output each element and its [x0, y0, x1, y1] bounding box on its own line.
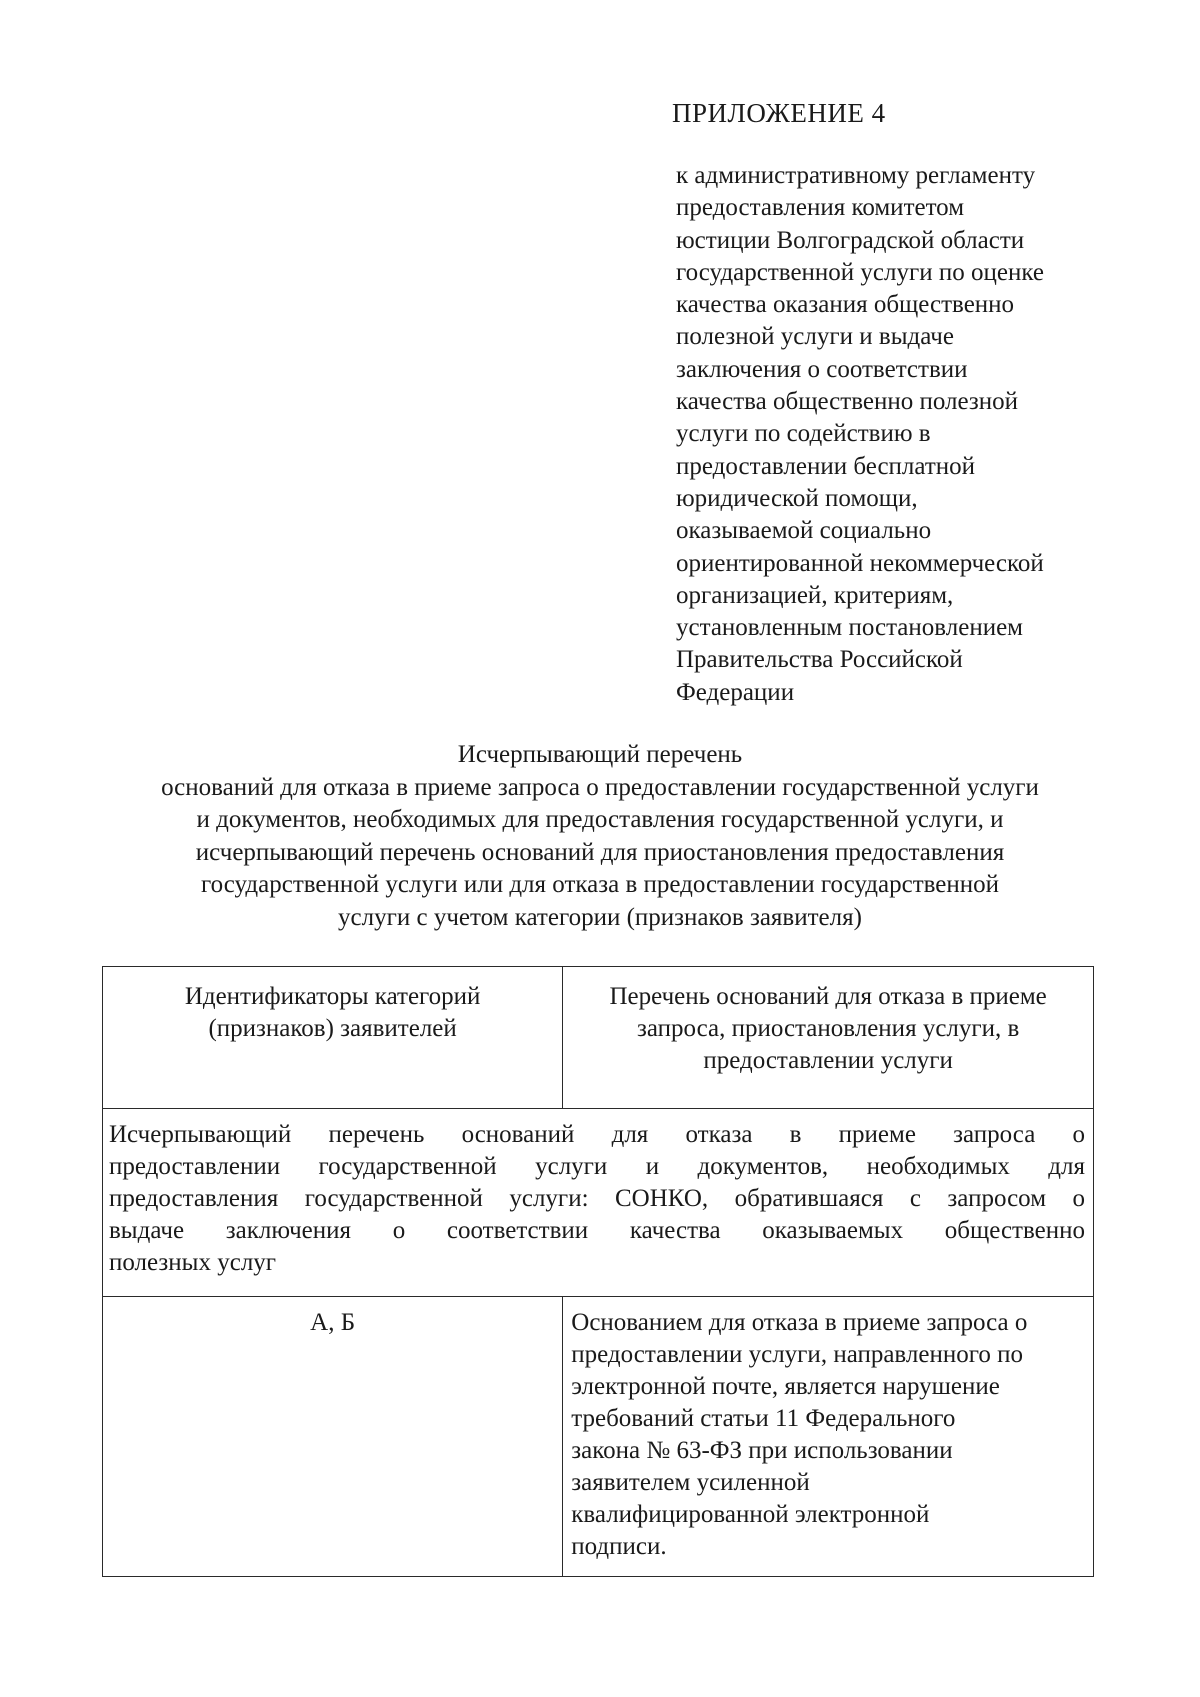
reason-line: требований статьи 11 Федерального: [571, 1405, 956, 1432]
grounds-table: [102, 966, 1094, 1577]
appendix-line: Федерации: [676, 678, 795, 706]
section-line: предоставления государственной услуги: СОНКО, обратившаяся с запросом о: [109, 1185, 1085, 1212]
category-cell: А, Б: [103, 1297, 563, 1577]
heading-line: оснований для отказа в приеме запроса о предоставлении государственной услуги: [161, 773, 1039, 801]
appendix-line: установленным постановлением: [676, 614, 1023, 642]
reason-line: электронной почте, является нарушение: [571, 1373, 1000, 1400]
appendix-line: организацией, критериям,: [676, 581, 954, 609]
appendix-line: ориентированной некоммерческой: [676, 549, 1044, 577]
section-line: предоставлении государственной услуги и документов, необходимых для: [109, 1153, 1085, 1180]
appendix-line: качества оказания общественно: [676, 291, 1015, 319]
appendix-line: предоставления комитетом: [676, 194, 965, 222]
reason-line: подписи.: [571, 1533, 667, 1560]
appendix-line: юстиции Волгоградской области: [676, 226, 1025, 254]
table-row: [103, 1297, 1094, 1577]
heading-line: и документов, необходимых для предоставления государственной услуги, и: [196, 806, 1004, 833]
appendix-line: полезной услуги и выдаче: [676, 323, 954, 351]
section-line: выдаче заключения о соответствии качества оказываемых общественно: [109, 1217, 1085, 1244]
header-right-line: Перечень оснований для отказа в приеме: [609, 983, 1047, 1010]
document-heading: [60, 739, 1140, 934]
section-cell: [103, 1109, 1094, 1297]
appendix-description: [676, 160, 1116, 709]
header-right-line: предоставлении услуги: [703, 1047, 953, 1074]
header-left-line: (признаков) заявителей: [208, 1015, 457, 1042]
appendix-line: к административному регламенту: [676, 162, 1036, 189]
appendix-line: услуги по содействию в: [676, 420, 931, 448]
heading-line: исчерпывающий перечень оснований для приостановления предоставления: [195, 838, 1005, 866]
appendix-line: заключения о соответствии: [676, 355, 968, 383]
appendix-line: качества общественно полезной: [676, 388, 1019, 416]
reason-line: заявителем усиленной: [571, 1469, 810, 1496]
table-header-row: [103, 967, 1094, 1109]
reason-cell: [563, 1297, 1094, 1577]
appendix-line: юридической помощи,: [676, 484, 918, 512]
appendix-line: оказываемой социально: [676, 517, 932, 545]
section-line: Исчерпывающий перечень оснований для отказа в приеме запроса о: [109, 1121, 1085, 1148]
header-cell-categories: [103, 967, 563, 1109]
appendix-title: ПРИЛОЖЕНИЕ 4: [672, 98, 886, 128]
header-left-line: Идентификаторы категорий: [184, 983, 481, 1010]
reason-line: Основанием для отказа в приеме запроса о: [571, 1309, 1028, 1336]
heading-line: государственной услуги или для отказа в предоставлении государственной: [200, 871, 1000, 898]
header-cell-grounds: [563, 967, 1094, 1109]
section-line: полезных услуг: [109, 1249, 277, 1276]
appendix-line: предоставлении бесплатной: [676, 452, 976, 480]
heading-line: Исчерпывающий перечень: [457, 741, 743, 768]
appendix-line: Правительства Российской: [676, 646, 963, 674]
reason-line: предоставлении услуги, направленного по: [571, 1341, 1023, 1368]
reason-line: закона № 63-ФЗ при использовании: [571, 1437, 953, 1464]
appendix-line: государственной услуги по оценке: [676, 258, 1044, 286]
heading-line: услуги с учетом категории (признаков заявителя): [338, 903, 862, 931]
table-section-row: [103, 1109, 1094, 1297]
header-right-line: запроса, приостановления услуги, в: [636, 1015, 1020, 1042]
reason-line: квалифицированной электронной: [571, 1501, 930, 1528]
